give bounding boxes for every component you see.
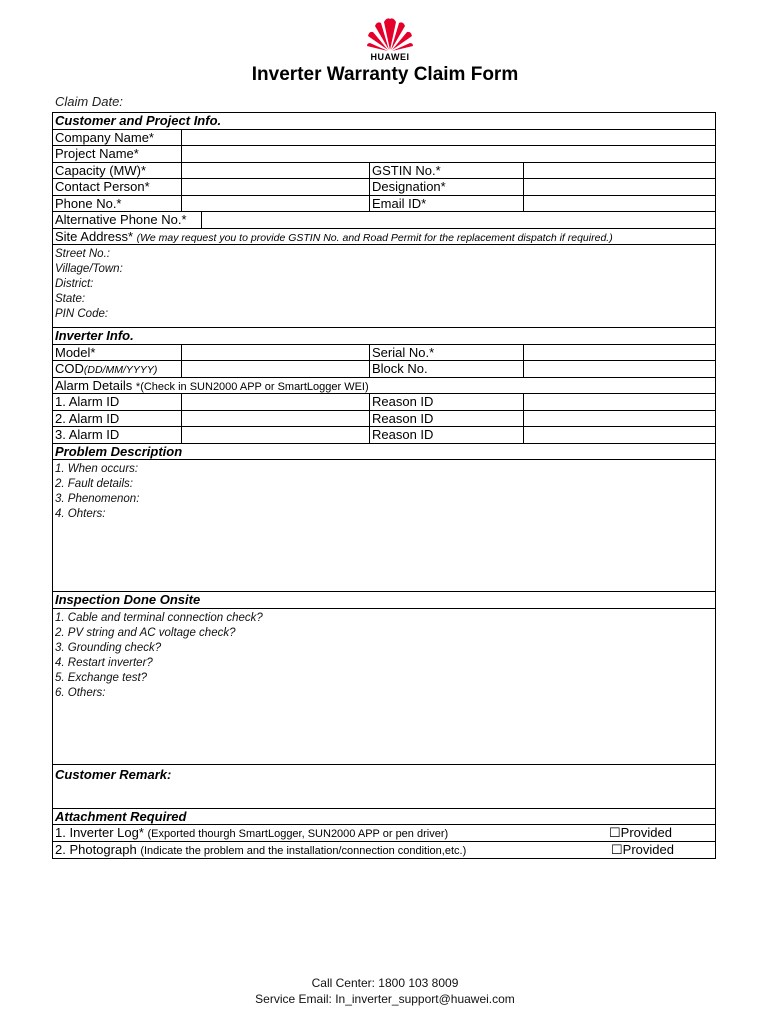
alarm-details-note: *(Check in SUN2000 APP or SmartLogger WEI) [135,380,369,393]
problem-line-when: 1. When occurs: [55,463,139,475]
brand-name: HUAWEI [370,52,410,62]
capacity-field[interactable] [181,163,369,179]
gstin-field[interactable] [523,163,715,179]
street-label: Street No.: [55,248,110,260]
inverter-section-heading-row [53,328,715,345]
email-label: Email ID* [369,196,523,212]
site-address-label-cell [53,229,715,245]
call-center: Call Center: 1800 103 8009 [311,976,459,990]
reason-id-label-2: Reason ID [369,411,523,427]
company-name-field[interactable] [181,130,715,146]
phone-label: Phone No.* [55,195,122,211]
attachment-log-cell [53,825,593,841]
contact-person-field[interactable] [181,179,369,195]
contact-person-label: Contact Person* [55,179,150,194]
alarm-id-field-2[interactable] [181,411,369,427]
attachment-photo-label: 2. Photograph [55,841,137,857]
reason-id-field-3[interactable] [523,427,715,443]
cod-label: COD [55,361,84,376]
service-email: Service Email: In_inverter_support@huawei.com [255,992,515,1006]
reason-id-field-1[interactable] [523,394,715,410]
village-label: Village/Town: [55,263,123,275]
phone-row [53,196,715,213]
alarm-details-cell [53,378,715,394]
problem-line-others: 4. Ohters: [55,508,106,520]
inspection-section-heading-row [53,592,715,609]
customer-section-heading-row [53,113,715,130]
problem-line-phenomenon: 3. Phenomenon: [55,493,140,505]
gstin-label: GSTIN No.* [369,163,523,179]
serial-field[interactable] [523,345,715,361]
customer-section-heading: Customer and Project Info. [55,113,222,128]
alt-phone-label: Alternative Phone No.* [55,212,187,227]
attachment-log-provided-checkbox[interactable]: ☐Provided [609,825,672,840]
model-field[interactable] [181,345,369,361]
alarm-id-label-3: 3. Alarm ID [55,427,120,442]
company-name-label: Company Name* [55,129,154,145]
model-row [53,345,715,362]
alarm-id-field-3[interactable] [181,427,369,443]
alarm-id-label-2: 2. Alarm ID [55,410,120,426]
attachment-photo-cell [53,842,593,859]
attachment-log-label: 1. Inverter Log* [55,825,144,840]
attachment-log-note: (Exported thourgh SmartLogger, SUN2000 APP or pen driver) [147,828,449,840]
designation-field[interactable] [523,179,715,195]
contact-person-row [53,179,715,196]
inspection-line-pv: 2. PV string and AC voltage check? [55,626,236,639]
state-label: State: [55,293,86,305]
inspection-section-heading: Inspection Done Onsite [55,592,201,607]
problem-section-heading: Problem Description [55,443,183,459]
email-field[interactable] [523,196,715,212]
attachment-row-2 [53,842,715,859]
inspection-line-exchange: 5. Exchange test? [55,671,148,684]
project-name-label: Project Name* [55,146,139,161]
cod-format: (DD/MM/YYYY) [83,364,158,376]
site-address-note: (We may request you to provide GSTIN No. and Road Permit for the replacement dispatch if required.) [136,231,613,244]
problem-description-area[interactable] [53,460,715,592]
district-label: District: [55,278,94,290]
company-name-row [53,130,715,147]
designation-label: Designation* [369,179,523,195]
site-address-label: Site Address* [55,228,134,244]
problem-line-fault: 2. Fault details: [55,478,133,490]
attachment-section-heading-row [53,809,715,826]
attachment-photo-provided-checkbox[interactable]: ☐Provided [611,841,674,857]
block-label: Block No. [369,361,523,377]
alarm-row-2 [53,411,715,428]
capacity-row [53,163,715,180]
phone-field[interactable] [181,196,369,212]
project-name-row [53,146,715,163]
problem-section-heading-row [53,444,715,461]
inspection-line-others: 6. Others: [55,686,106,699]
page-title: Inverter Warranty Claim Form [251,64,519,85]
cod-label-cell [53,361,181,377]
claim-form [52,112,716,859]
site-address-area[interactable] [53,245,715,328]
inspection-line-restart: 4. Restart inverter? [55,656,153,669]
cod-row [53,361,715,378]
alt-phone-row [53,212,715,229]
site-address-row [53,229,715,246]
serial-label: Serial No.* [369,345,523,361]
reason-id-label-3: Reason ID [369,427,523,443]
model-label: Model* [55,344,96,360]
attachment-row-1 [53,825,715,842]
alarm-row-1 [53,394,715,411]
reason-id-field-2[interactable] [523,411,715,427]
attachment-photo-note: (Indicate the problem and the installation/connection condition,etc.) [140,844,467,857]
alarm-id-field-1[interactable] [181,394,369,410]
project-name-field[interactable] [181,146,715,162]
inspection-line-cable: 1. Cable and terminal connection check? [55,611,263,624]
pin-code-label: PIN Code: [55,308,109,320]
huawei-logo [360,16,420,64]
attachment-section-heading: Attachment Required [55,808,187,824]
alt-phone-field[interactable] [201,212,715,228]
customer-remark-heading: Customer Remark: [55,766,172,782]
inspection-line-grounding: 3. Grounding check? [55,641,162,654]
alarm-id-label-1: 1. Alarm ID [55,394,120,409]
alarm-row-3 [53,427,715,444]
cod-field[interactable] [181,361,369,377]
block-field[interactable] [523,361,715,377]
customer-remark-area[interactable] [53,765,715,809]
claim-date-label: Claim Date: [55,94,123,109]
alarm-details-label: Alarm Details [55,377,133,393]
huawei-petals-icon [365,16,415,52]
alarm-details-row [53,378,715,395]
inspection-area[interactable] [53,609,715,765]
reason-id-label-1: Reason ID [369,394,523,410]
capacity-label: Capacity (MW)* [55,162,147,178]
inverter-section-heading: Inverter Info. [55,328,134,343]
